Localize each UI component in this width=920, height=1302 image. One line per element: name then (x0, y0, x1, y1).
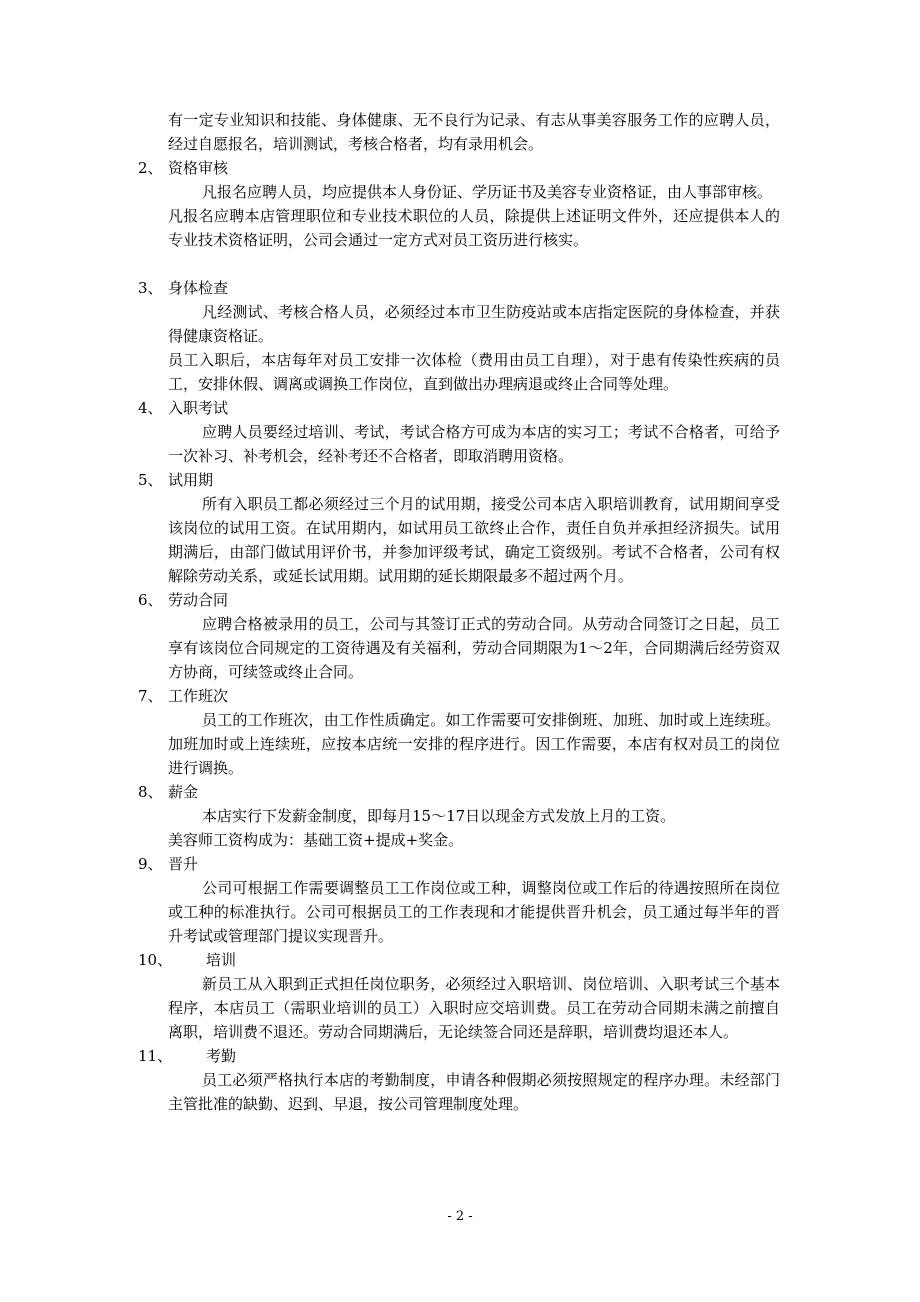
section-number: 2、 (138, 159, 163, 177)
section-title: 身体检查 (168, 279, 229, 297)
section-title: 晋升 (168, 855, 199, 873)
blank-line (168, 252, 780, 276)
intro-paragraph: 有一定专业知识和技能、身体健康、无不良行为记录、有志从事美容服务工作的应聘人员，经过自愿报名，培训测试，考核合格者，均有录用机会。 (168, 111, 780, 153)
section-title: 工作班次 (168, 687, 229, 705)
section-paragraph: 应聘合格被录用的员工，公司与其签订正式的劳动合同。从劳动合同签订之日起，员工享有该岗位合同规定的工资待遇及有关福利，劳动合同期限为1～2年，合同期满后经劳资双方协商，可续签或终止合同。 (168, 615, 780, 681)
section-number: 6、 (138, 591, 163, 609)
section-heading-6 (138, 588, 780, 612)
section-heading-4 (138, 396, 780, 420)
section-title: 考勤 (206, 1047, 237, 1065)
section-paragraph: 所有入职员工都必须经过三个月的试用期，接受公司本店入职培训教育，试用期间享受该岗位的试用工资。在试用期内，如试用员工欲终止合作，责任自负并承担经济损失。试用期满后，由部门做试用评价书，并参加评级考试，确定工资级别。考试不合格者，公司有权解除劳动关系，或延长试用期。试用期的延长期限最多不超过两个月。 (168, 495, 780, 585)
section-heading-5 (138, 468, 780, 492)
section-paragraph: 美容师工资构成为：基础工资+提成+奖金。 (168, 831, 464, 849)
section-paragraph: 员工的工作班次，由工作性质确定。如工作需要可安排倒班、加班、加时或上连续班。加班加时或上连续班，应按本店统一安排的程序进行。因工作需要，本店有权对员工的岗位进行调换。 (168, 711, 780, 777)
section-heading-9 (138, 852, 780, 876)
section-paragraph: 新员工从入职到正式担任岗位职务，必须经过入职培训、岗位培训、入职考试三个基本程序，本店员工（需职业培训的员工）入职时应交培训费。员工在劳动合同期未满之前擅自离职，培训费不退还。劳动合同期满后，无论续签合同还是辞职，培训费均退还本人。 (168, 975, 780, 1041)
section-number: 7、 (138, 687, 163, 705)
section-number: 11、 (138, 1047, 173, 1065)
section-title: 薪金 (168, 783, 199, 801)
section-paragraph: 凡报名应聘人员，均应提供本人身份证、学历证书及美容专业资格证，由人事部审核。 (202, 183, 773, 201)
page-number: - 2 - (447, 1209, 473, 1224)
section-paragraph: 本店实行下发薪金制度，即每月15～17日以现金方式发放上月的工资。 (202, 807, 676, 825)
section-number: 9、 (138, 855, 163, 873)
section-title: 入职考试 (168, 399, 229, 417)
section-title: 资格审核 (168, 159, 229, 177)
section-heading-8 (138, 780, 780, 804)
section-number: 5、 (138, 471, 163, 489)
section-heading-11 (138, 1044, 780, 1068)
section-title: 劳动合同 (168, 591, 229, 609)
body-text (138, 108, 780, 1116)
section-paragraph: 公司可根据工作需要调整员工工作岗位或工种，调整岗位或工作后的待遇按照所在岗位或工种的标准执行。公司可根据员工的工作表现和才能提供晋升机会，员工通过每半年的晋升考试或管理部门提议实现晋升。 (168, 879, 780, 945)
section-paragraph: 员工必须严格执行本店的考勤制度，申请各种假期必须按照规定的程序办理。未经部门主管批准的缺勤、迟到、早退，按公司管理制度处理。 (168, 1071, 780, 1113)
section-paragraph: 凡经测试、考核合格人员，必须经过本市卫生防疫站或本店指定医院的身体检查，并获得健康资格证。 (168, 303, 780, 345)
section-number: 8、 (138, 783, 163, 801)
section-heading-2 (138, 156, 780, 180)
section-number: 4、 (138, 399, 163, 417)
section-title: 试用期 (168, 471, 214, 489)
section-heading-7 (138, 684, 780, 708)
section-number: 10、 (138, 951, 173, 969)
section-paragraph: 凡报名应聘本店管理职位和专业技术职位的人员，除提供上述证明文件外，还应提供本人的专业技术资格证明，公司会通过一定方式对员工资历进行核实。 (168, 207, 780, 249)
section-title: 培训 (206, 951, 237, 969)
section-heading-3 (138, 276, 780, 300)
section-heading-10 (138, 948, 780, 972)
section-paragraph: 应聘人员要经过培训、考试，考试合格方可成为本店的实习工；考试不合格者，可给予一次补习、补考机会，经补考还不合格者，即取消聘用资格。 (168, 423, 780, 465)
section-paragraph: 员工入职后，本店每年对员工安排一次体检（费用由员工自理），对于患有传染性疾病的员工，安排休假、调离或调换工作岗位，直到做出办理病退或终止合同等处理。 (168, 351, 780, 393)
section-number: 3、 (138, 279, 163, 297)
